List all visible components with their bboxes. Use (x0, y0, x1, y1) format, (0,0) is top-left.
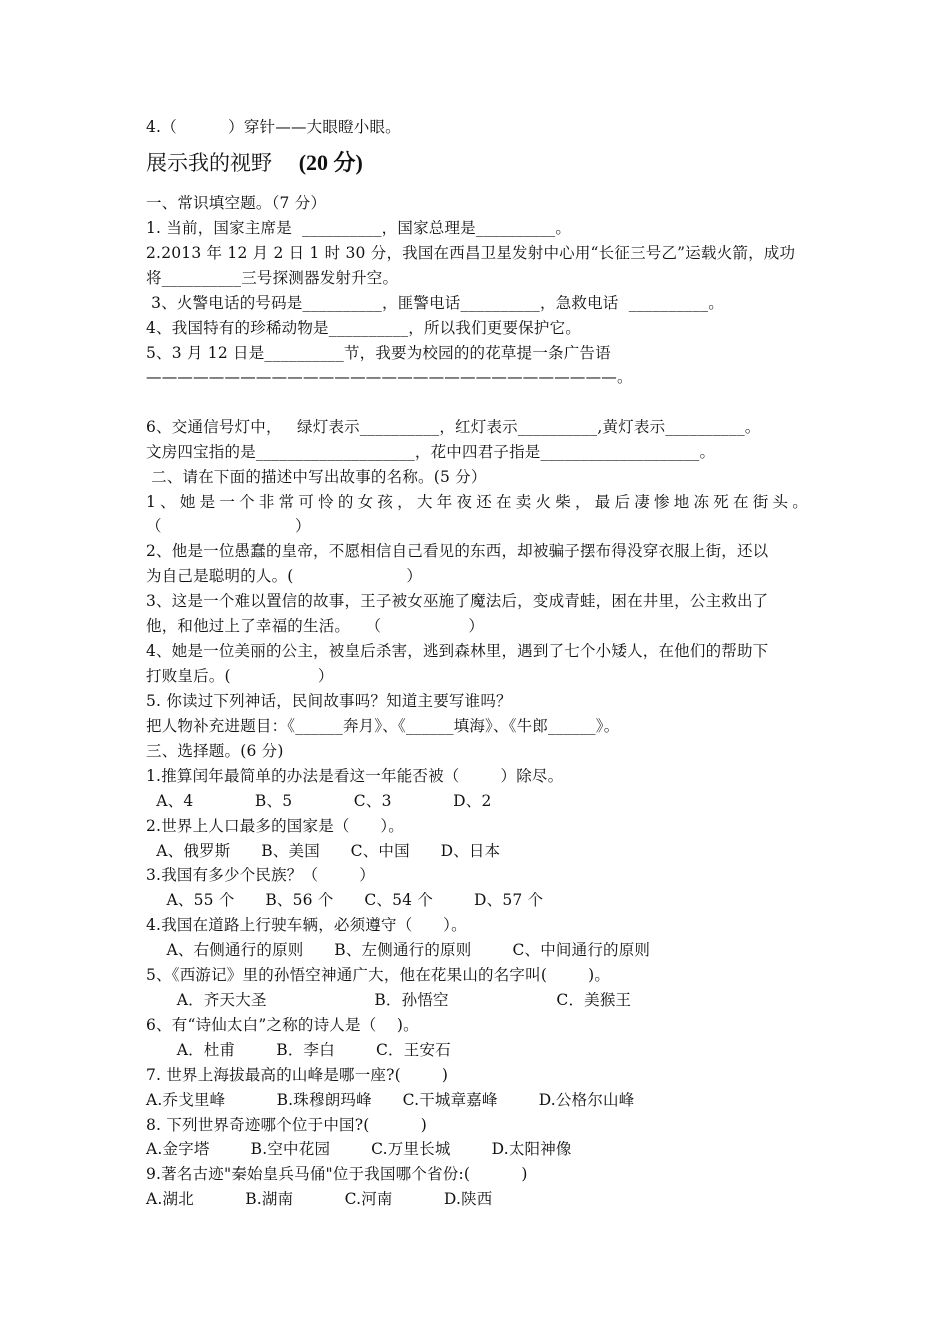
options-line: A、俄罗斯 B、美国 C、中国 D、日本 (146, 842, 501, 860)
question-line: 4、她是一位美丽的公主，被皇后杀害，逃到森林里，遇到了七个小矮人，在他们的帮助下 (146, 642, 769, 660)
question-line: 6、有“诗仙太白”之称的诗人是（ )。 (146, 1016, 419, 1034)
question-line: 5、3 月 12 日是__________节，我要为校园的的花草提一条广告语 (146, 344, 611, 362)
options-line: A.乔戈里峰 B.珠穆朗玛峰 C.干城章嘉峰 D.公格尔山峰 (146, 1091, 635, 1109)
question-line: 3.我国有多少个民族？（ ） (146, 866, 375, 884)
question-line: 1、她是一个非常可怜的女孩，大年夜还在卖火柴，最后凄惨地冻死在街头。 (146, 493, 808, 511)
section-heading: 一、常识填空题。（7 分） (146, 194, 327, 212)
question-line: 打败皇后。( ） (146, 667, 334, 685)
question-line: 将__________三号探测器发射升空。 (146, 269, 399, 287)
question-line: 2.世界上人口最多的国家是（ ）。 (146, 817, 405, 835)
question-line: 他，和他过上了幸福的生活。 （ ） (146, 617, 485, 635)
question-line: 1.推算闰年最简单的办法是看这一年能否被（ ）除尽。 (146, 767, 564, 785)
section-title-text: 展示我的视野 (146, 151, 272, 175)
question-line: 把人物补充进题目：《______奔月》、《______填海》、《牛郎______》。 (146, 717, 620, 735)
question-line: 5、《西游记》里的孙悟空神通广大，他在花果山的名字叫( )。 (146, 966, 611, 984)
options-line: A.金字塔 B.空中花园 C.万里长城 D.太阳神像 (146, 1140, 572, 1158)
question-line: 为自己是聪明的人。( ） (146, 567, 423, 585)
section-heading: 二、请在下面的描述中写出故事的名称。(5 分） (146, 468, 487, 486)
question-line: 3、火警电话的号码是__________，匪警电话__________，急救电话 __________。 (146, 294, 724, 312)
question-line: 4.我国在道路上行驶车辆，必须遵守（ ）。 (146, 916, 467, 934)
options-line: A、55 个 B、56 个 C、54 个 D、57 个 (146, 891, 544, 909)
question-line: 4.（ ）穿针——大眼瞪小眼。 (146, 118, 401, 136)
question-line: 3、这是一个难以置信的故事，王子被女巫施了魔法后，变成青蛙，困在井里，公主救出了 (146, 592, 769, 610)
section-score: (20 分) (298, 150, 363, 175)
question-line: 8. 下列世界奇迹哪个位于中国?( ) (146, 1116, 427, 1134)
question-line: 7. 世界上海拔最高的山峰是哪一座?( ) (146, 1066, 449, 1084)
options-line: A、4 B、5 C、3 D、2 (146, 792, 492, 810)
question-line: 2、他是一位愚蠢的皇帝，不愿相信自己看见的东西，却被骗子摆布得没穿衣服上街，还以 (146, 542, 769, 560)
section-title (146, 146, 363, 177)
question-line: 1. 当前，国家主席是 __________，国家总理是__________。 (146, 219, 572, 237)
options-line: A、右侧通行的原则 B、左侧通行的原则 C、中间通行的原则 (146, 941, 651, 959)
question-line: 2.2013 年 12 月 2 日 1 时 30 分，我国在西昌卫星发射中心用“长征三号乙”运载火箭，成功 (146, 244, 796, 262)
options-line: A．齐天大圣 B．孙悟空 C．美猴王 (146, 991, 632, 1009)
question-line: 6、交通信号灯中， 绿灯表示__________，红灯表示__________,黄灯表示__________。 (146, 418, 761, 436)
question-line: 9.著名古迹"秦始皇兵马俑"位于我国哪个省份:( ) (146, 1165, 528, 1183)
question-line: 文房四宝指的是____________________，花中四君子指是____________________。 (146, 443, 716, 461)
question-line: 4、我国特有的珍稀动物是__________，所以我们更要保护它。 (146, 319, 581, 337)
answer-blank: （ ） (146, 517, 311, 535)
section-heading: 三、选择题。(6 分) (146, 742, 284, 760)
answer-line: ——————————————————————————————。 (146, 368, 633, 386)
options-line: A.湖北 B.湖南 C.河南 D.陕西 (146, 1190, 493, 1208)
question-line: 5. 你读过下列神话，民间故事吗？知道主要写谁吗？ (146, 692, 512, 710)
options-line: A．杜甫 B．李白 C．王安石 (146, 1041, 451, 1059)
